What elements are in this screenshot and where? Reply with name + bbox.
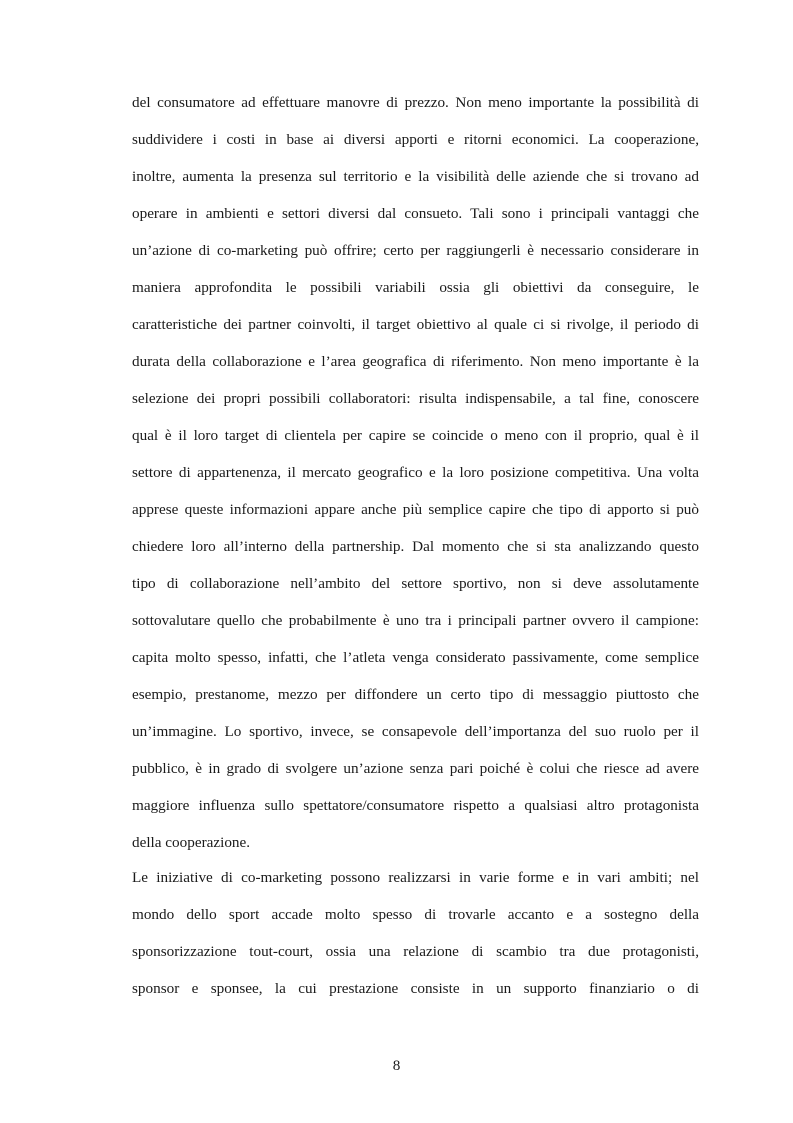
text-line: tipo di collaborazione nell’ambito del settore sportivo, non si deve assolutamente xyxy=(132,575,699,592)
text-line: del consumatore ad effettuare manovre di prezzo. Non meno importante la possibilità di xyxy=(132,94,699,111)
text-line: un’immagine. Lo sportivo, invece, se consapevole dell’importanza del suo ruolo per il xyxy=(132,723,699,740)
text-line: capita molto spesso, infatti, che l’atleta venga considerato passivamente, come semplice xyxy=(132,649,699,666)
text-line: della cooperazione. xyxy=(132,834,251,851)
text-line: chiedere loro all’interno della partnership. Dal momento che si sta analizzando questo xyxy=(132,538,699,555)
text-line: selezione dei propri possibili collaboratori: risulta indispensabile, a tal fine, conoscere xyxy=(132,390,699,407)
text-line: maniera approfondita le possibili variabili ossia gli obiettivi da conseguire, le xyxy=(132,279,699,296)
text-line: suddividere i costi in base ai diversi apporti e ritorni economici. La cooperazione, xyxy=(132,131,699,148)
text-line: operare in ambienti e settori diversi dal consueto. Tali sono i principali vantaggi che xyxy=(132,205,699,222)
text-line: un’azione di co-marketing può offrire; certo per raggiungerli è necessario considerare in xyxy=(132,242,699,259)
text-line: sponsor e sponsee, la cui prestazione consiste in un supporto finanziario o di xyxy=(132,980,699,997)
text-line: apprese queste informazioni appare anche più semplice capire che tipo di apporto si può xyxy=(132,501,699,518)
text-line: pubblico, è in grado di svolgere un’azione senza pari poiché è colui che riesce ad avere xyxy=(132,760,699,777)
text-line: Le iniziative di co-marketing possono realizzarsi in varie forme e in vari ambiti; nel xyxy=(132,869,699,886)
text-line: caratteristiche dei partner coinvolti, il target obiettivo al quale ci si rivolge, il periodo di xyxy=(132,316,699,333)
text-line: sottovalutare quello che probabilmente è uno tra i principali partner ovvero il campione: xyxy=(132,612,699,629)
text-line: qual è il loro target di clientela per capire se coincide o meno con il proprio, qual è il xyxy=(132,427,699,444)
text-line: durata della collaborazione e l’area geografica di riferimento. Non meno importante è la xyxy=(132,353,699,370)
text-line: esempio, prestanome, mezzo per diffondere un certo tipo di messaggio piuttosto che xyxy=(132,686,699,703)
text-line: sponsorizzazione tout-court, ossia una relazione di scambio tra due protagonisti, xyxy=(132,943,699,960)
text-line: mondo dello sport accade molto spesso di trovarle accanto e a sostegno della xyxy=(132,906,699,923)
page-number: 8 xyxy=(392,1057,401,1074)
text-line: maggiore influenza sullo spettatore/consumatore rispetto a qualsiasi altro protagonista xyxy=(132,797,699,814)
text-line: settore di appartenenza, il mercato geografico e la loro posizione competitiva. Una volta xyxy=(132,464,699,481)
text-line: inoltre, aumenta la presenza sul territorio e la visibilità delle aziende che si trovano ad xyxy=(132,168,699,185)
